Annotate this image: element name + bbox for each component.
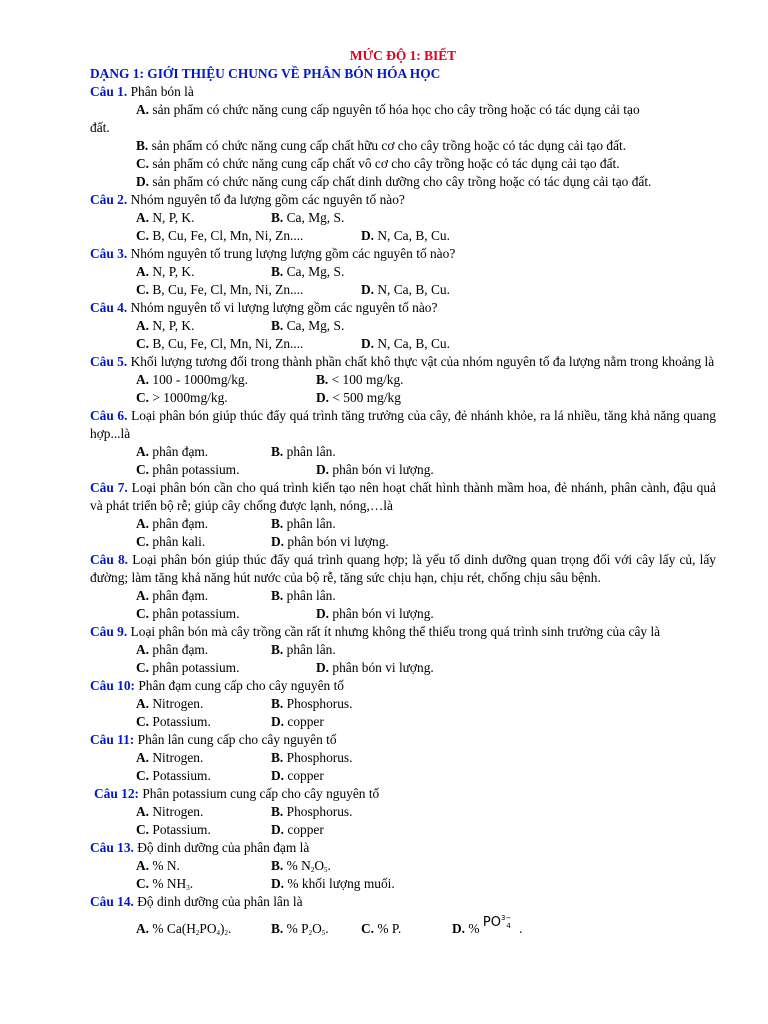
options-row-cd (90, 461, 716, 479)
question-number: Câu 9. (90, 624, 128, 639)
options-row-cd (90, 713, 716, 731)
question-8 (90, 551, 716, 587)
question-number: Câu 6. (90, 408, 128, 423)
option-a: A. N, P, K. (136, 318, 195, 333)
option-b: B. phân lân. (271, 444, 336, 459)
options-row-ab (90, 641, 716, 659)
question-text: Loại phân bón giúp thúc đẩy quá trình tăng trưởng của cây, đẻ nhánh khỏe, ra lá nhiều, tăng khả năng quang hợp...là (90, 408, 716, 441)
option-a: A. % N. (136, 858, 180, 873)
question-text: Phân lân cung cấp cho cây nguyên tố (134, 732, 337, 747)
option-c: C. B, Cu, Fe, Cl, Mn, Ni, Zn.... (136, 228, 304, 243)
option-d: D. phân bón vi lượng. (316, 606, 434, 621)
option-a: A. Nitrogen. (136, 696, 204, 711)
question-12 (90, 785, 716, 803)
question-9 (90, 623, 716, 641)
question-13 (90, 839, 716, 857)
options-row-cd (90, 227, 716, 245)
options-row-ab (90, 443, 716, 461)
option-c: C. Potassium. (136, 822, 211, 837)
question-number: Câu 12: (94, 786, 140, 801)
question-number: Câu 5. (90, 354, 128, 369)
option-a: A. sản phẩm có chức năng cung cấp nguyên tố hóa học cho cây trồng hoặc có tác dụng cải tạo (136, 102, 640, 117)
option-b: B. < 100 mg/kg. (316, 372, 404, 387)
option-b: B. % $P_2O_5$. (271, 921, 329, 937)
question-number: Câu 4. (90, 300, 128, 315)
option-c: C. > 1000mg/kg. (136, 390, 228, 405)
option-d: D. phân bón vi lượng. (271, 534, 389, 549)
question-10 (90, 677, 716, 695)
option-b: B. Ca, Mg, S. (271, 264, 345, 279)
option-a: A. Nitrogen. (136, 750, 204, 765)
option-c: C. sản phẩm có chức năng cung cấp chất vô cơ cho cây trồng hoặc có tác dụng cải tạo đất. (136, 156, 620, 171)
question-number: Câu 13. (90, 840, 134, 855)
option-d: D. N, Ca, B, Cu. (361, 228, 450, 243)
question-text: Nhóm nguyên tố đa lượng gồm các nguyên tố nào? (127, 192, 405, 207)
option-b: B. sản phẩm có chức năng cung cấp chất hữu cơ cho cây trồng hoặc có tác dụng cải tạo đất. (136, 138, 627, 153)
option-d: D. N, Ca, B, Cu. (361, 336, 450, 351)
option-a-continued: đất. (90, 120, 110, 135)
option-c: C. phân potassium. (136, 462, 240, 477)
options-row-ab (90, 515, 716, 533)
question-7 (90, 479, 716, 515)
option-b: B. Ca, Mg, S. (271, 210, 345, 225)
question-text: Phân potassium cung cấp cho cây nguyên tố (139, 786, 380, 801)
option-d: D. % $PO^{3-}4$ . (452, 914, 523, 936)
question-number: Câu 3. (90, 246, 128, 261)
options-row-ab (90, 371, 716, 389)
question-number: Câu 7. (90, 480, 128, 495)
question-text: Nhóm nguyên tố trung lượng lượng gồm các nguyên tố nào? (127, 246, 456, 261)
page-title: MỨC ĐỘ 1: BIẾT (349, 48, 457, 63)
options-row-cd (90, 767, 716, 785)
document-page (90, 47, 716, 947)
option-d: D. phân bón vi lượng. (316, 462, 434, 477)
option-d: D. copper (271, 714, 324, 729)
question-2 (90, 191, 716, 209)
option-b: B. Phosphorus. (271, 804, 353, 819)
option-a: A. % $Ca(H_2PO_4)_2$. (136, 921, 232, 937)
option-b: B. % $N_2O_5$. (271, 858, 331, 874)
section-heading: DẠNG 1: GIỚI THIỆU CHUNG VỀ PHÂN BÓN HÓA HỌC (90, 66, 441, 81)
option-b: B. Ca, Mg, S. (271, 318, 345, 333)
options-row-ab (90, 749, 716, 767)
options-row-ab (90, 857, 716, 875)
option-d: D. < 500 mg/kg (316, 390, 401, 405)
option-b: B. phân lân. (271, 588, 336, 603)
question-text: Loại phân bón mà cây trồng cần rất ít nhưng không thể thiếu trong quá trình sinh trưởng của cây là (127, 624, 661, 639)
question-number: Câu 11: (90, 732, 135, 747)
question-text: Khối lượng tương đối trong thành phần chất khô thực vật của nhóm nguyên tố đa lượng nằm trong khoảng là (127, 354, 715, 369)
options-row-cd (90, 335, 716, 353)
option-a: A. phân đạm. (136, 516, 209, 531)
question-number: Câu 10: (90, 678, 136, 693)
option-d: D. % khối lượng muối. (271, 876, 395, 891)
option-a: A. 100 - 1000mg/kg. (136, 372, 248, 387)
options-row-ab (90, 803, 716, 821)
options-row-ab (90, 263, 716, 281)
options-row-ab (90, 209, 716, 227)
option-c: C. phân potassium. (136, 660, 240, 675)
question-text: Phân đạm cung cấp cho cây nguyên tố (135, 678, 344, 693)
option-c: C. phân kali. (136, 534, 206, 549)
question-6 (90, 407, 716, 443)
option-d: D. sản phẩm có chức năng cung cấp chất dinh dưỡng cho cây trồng hoặc có tác dụng cải tạo đất. (136, 174, 652, 189)
options-row-ab (90, 587, 716, 605)
question-text: Phân bón là (127, 84, 194, 99)
question-14 (90, 893, 716, 911)
options-row-abcd (90, 911, 716, 947)
option-b: B. phân lân. (271, 642, 336, 657)
option-d: D. copper (271, 768, 324, 783)
phosphate-ion: $PO^{3-}4$ (482, 914, 512, 930)
option-d: D. copper (271, 822, 324, 837)
question-3 (90, 245, 716, 263)
option-b: B. phân lân. (271, 516, 336, 531)
option-c: C. % $NH_3$. (136, 876, 194, 892)
question-1 (90, 83, 716, 101)
option-a: A. phân đạm. (136, 444, 209, 459)
question-11 (90, 731, 716, 749)
question-number: Câu 14. (90, 894, 134, 909)
option-c: C. Potassium. (136, 714, 211, 729)
question-text: Độ dinh dưỡng của phân lân là (133, 894, 303, 909)
options-row-cd (90, 659, 716, 677)
options-row-ab (90, 317, 716, 335)
option-a: A. N, P, K. (136, 210, 195, 225)
option-d: D. phân bón vi lượng. (316, 660, 434, 675)
question-text: Loại phân bón giúp thúc đẩy quá trình quang hợp; là yếu tố dinh dưỡng quan trọng đối với cây lấy củ, lấy đường; làm tăng khả năng hút nước của bộ rễ, tăng sức chịu hạn, chịu rét, chống chịu sâu bệnh. (90, 552, 716, 585)
option-a: A. phân đạm. (136, 642, 209, 657)
option-a: A. N, P, K. (136, 264, 195, 279)
option-c: C. B, Cu, Fe, Cl, Mn, Ni, Zn.... (136, 336, 304, 351)
question-text: Độ dinh dưỡng của phân đạm là (133, 840, 310, 855)
options-row-ab (90, 695, 716, 713)
question-number: Câu 2. (90, 192, 128, 207)
options-row-cd (90, 281, 716, 299)
options-row-cd (90, 821, 716, 839)
option-c: C. phân potassium. (136, 606, 240, 621)
option-b: B. Phosphorus. (271, 696, 353, 711)
option-c: C. Potassium. (136, 768, 211, 783)
question-5 (90, 353, 716, 371)
question-number: Câu 1. (90, 84, 128, 99)
option-c: C. B, Cu, Fe, Cl, Mn, Ni, Zn.... (136, 282, 304, 297)
question-text: Loại phân bón cần cho quá trình kiến tạo nên hoạt chất hình thành mầm hoa, đẻ nhánh, phân cành, đậu quả và phát triển bộ rễ; giúp cây chống được lạnh, nóng,…là (90, 480, 716, 513)
options-row-cd (90, 605, 716, 623)
option-c: C. % P. (361, 921, 402, 936)
question-text: Nhóm nguyên tố vi lượng lượng gồm các nguyên tố nào? (127, 300, 438, 315)
option-a: A. phân đạm. (136, 588, 209, 603)
option-d: D. N, Ca, B, Cu. (361, 282, 450, 297)
question-number: Câu 8. (90, 552, 129, 567)
options-row-cd (90, 875, 716, 893)
options-row-cd (90, 389, 716, 407)
option-a: A. Nitrogen. (136, 804, 204, 819)
option-b: B. Phosphorus. (271, 750, 353, 765)
options-row-cd (90, 533, 716, 551)
question-4 (90, 299, 716, 317)
